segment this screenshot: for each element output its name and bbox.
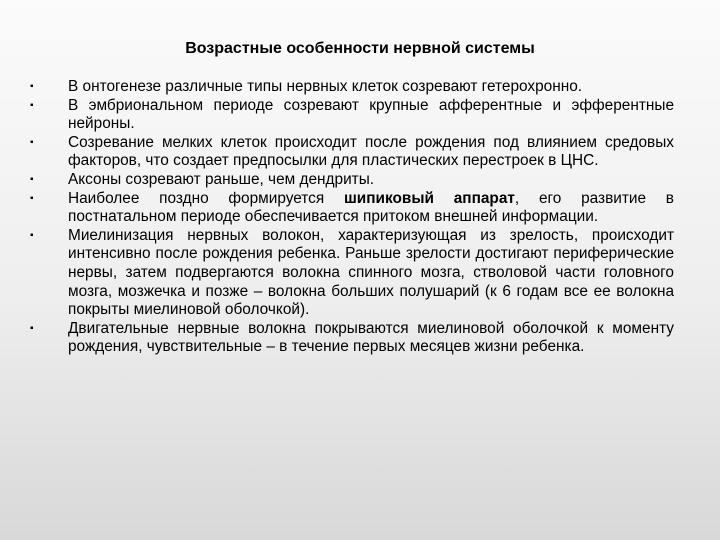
bullet-item — [30, 320, 674, 357]
bullet-item — [30, 78, 674, 97]
bullet-item — [30, 97, 674, 134]
bullet-text: В эмбриональном периоде созревают крупные афферентные и эфферентные нейроны. — [68, 96, 674, 133]
bullet-text: Двигательные нервные волокна покрываются миелиновой оболочкой к моменту рождения, чувствительные – в течение первых месяцев жизни ребенка. — [68, 319, 674, 356]
bullet-list — [30, 78, 674, 357]
bullet-text: В онтогенезе различные типы нервных клеток созревают гетерохронно. — [68, 78, 583, 95]
bullet-text-bold-term: шипиковый аппарат — [343, 189, 515, 207]
bullet-text: Созревание мелких клеток происходит после рождения под влиянием средовых факторов, что создает предпосылки для пластических перестроек в ЦНС. — [68, 133, 674, 170]
bullet-text: Миелинизация нервных волокон, характеризующая из зрелость, происходит интенсивно после рождения ребенка. Раньше зрелости достигают периферические нервы, затем подвергаются волокна спинного мозга, стволовой части головного мозга, мозжечка и позже – волокна больших полушарий (к 6 годам все ее волокна покрыты миелиновой оболочкой). — [68, 226, 674, 319]
bullet-text-after: , его развитие в постнатальном периоде обеспечивается притоком внешней информации. — [68, 189, 674, 226]
bullet-item — [30, 190, 674, 227]
bullet-text: Аксоны созревают раньше, чем дендриты. — [68, 170, 375, 188]
bullet-item — [30, 171, 674, 190]
bullet-text-before: Наиболее поздно формируется — [68, 189, 344, 207]
bullet-item — [30, 134, 674, 171]
bullet-item — [30, 227, 674, 320]
slide-title: Возрастные особенности нервной системы — [185, 40, 535, 57]
